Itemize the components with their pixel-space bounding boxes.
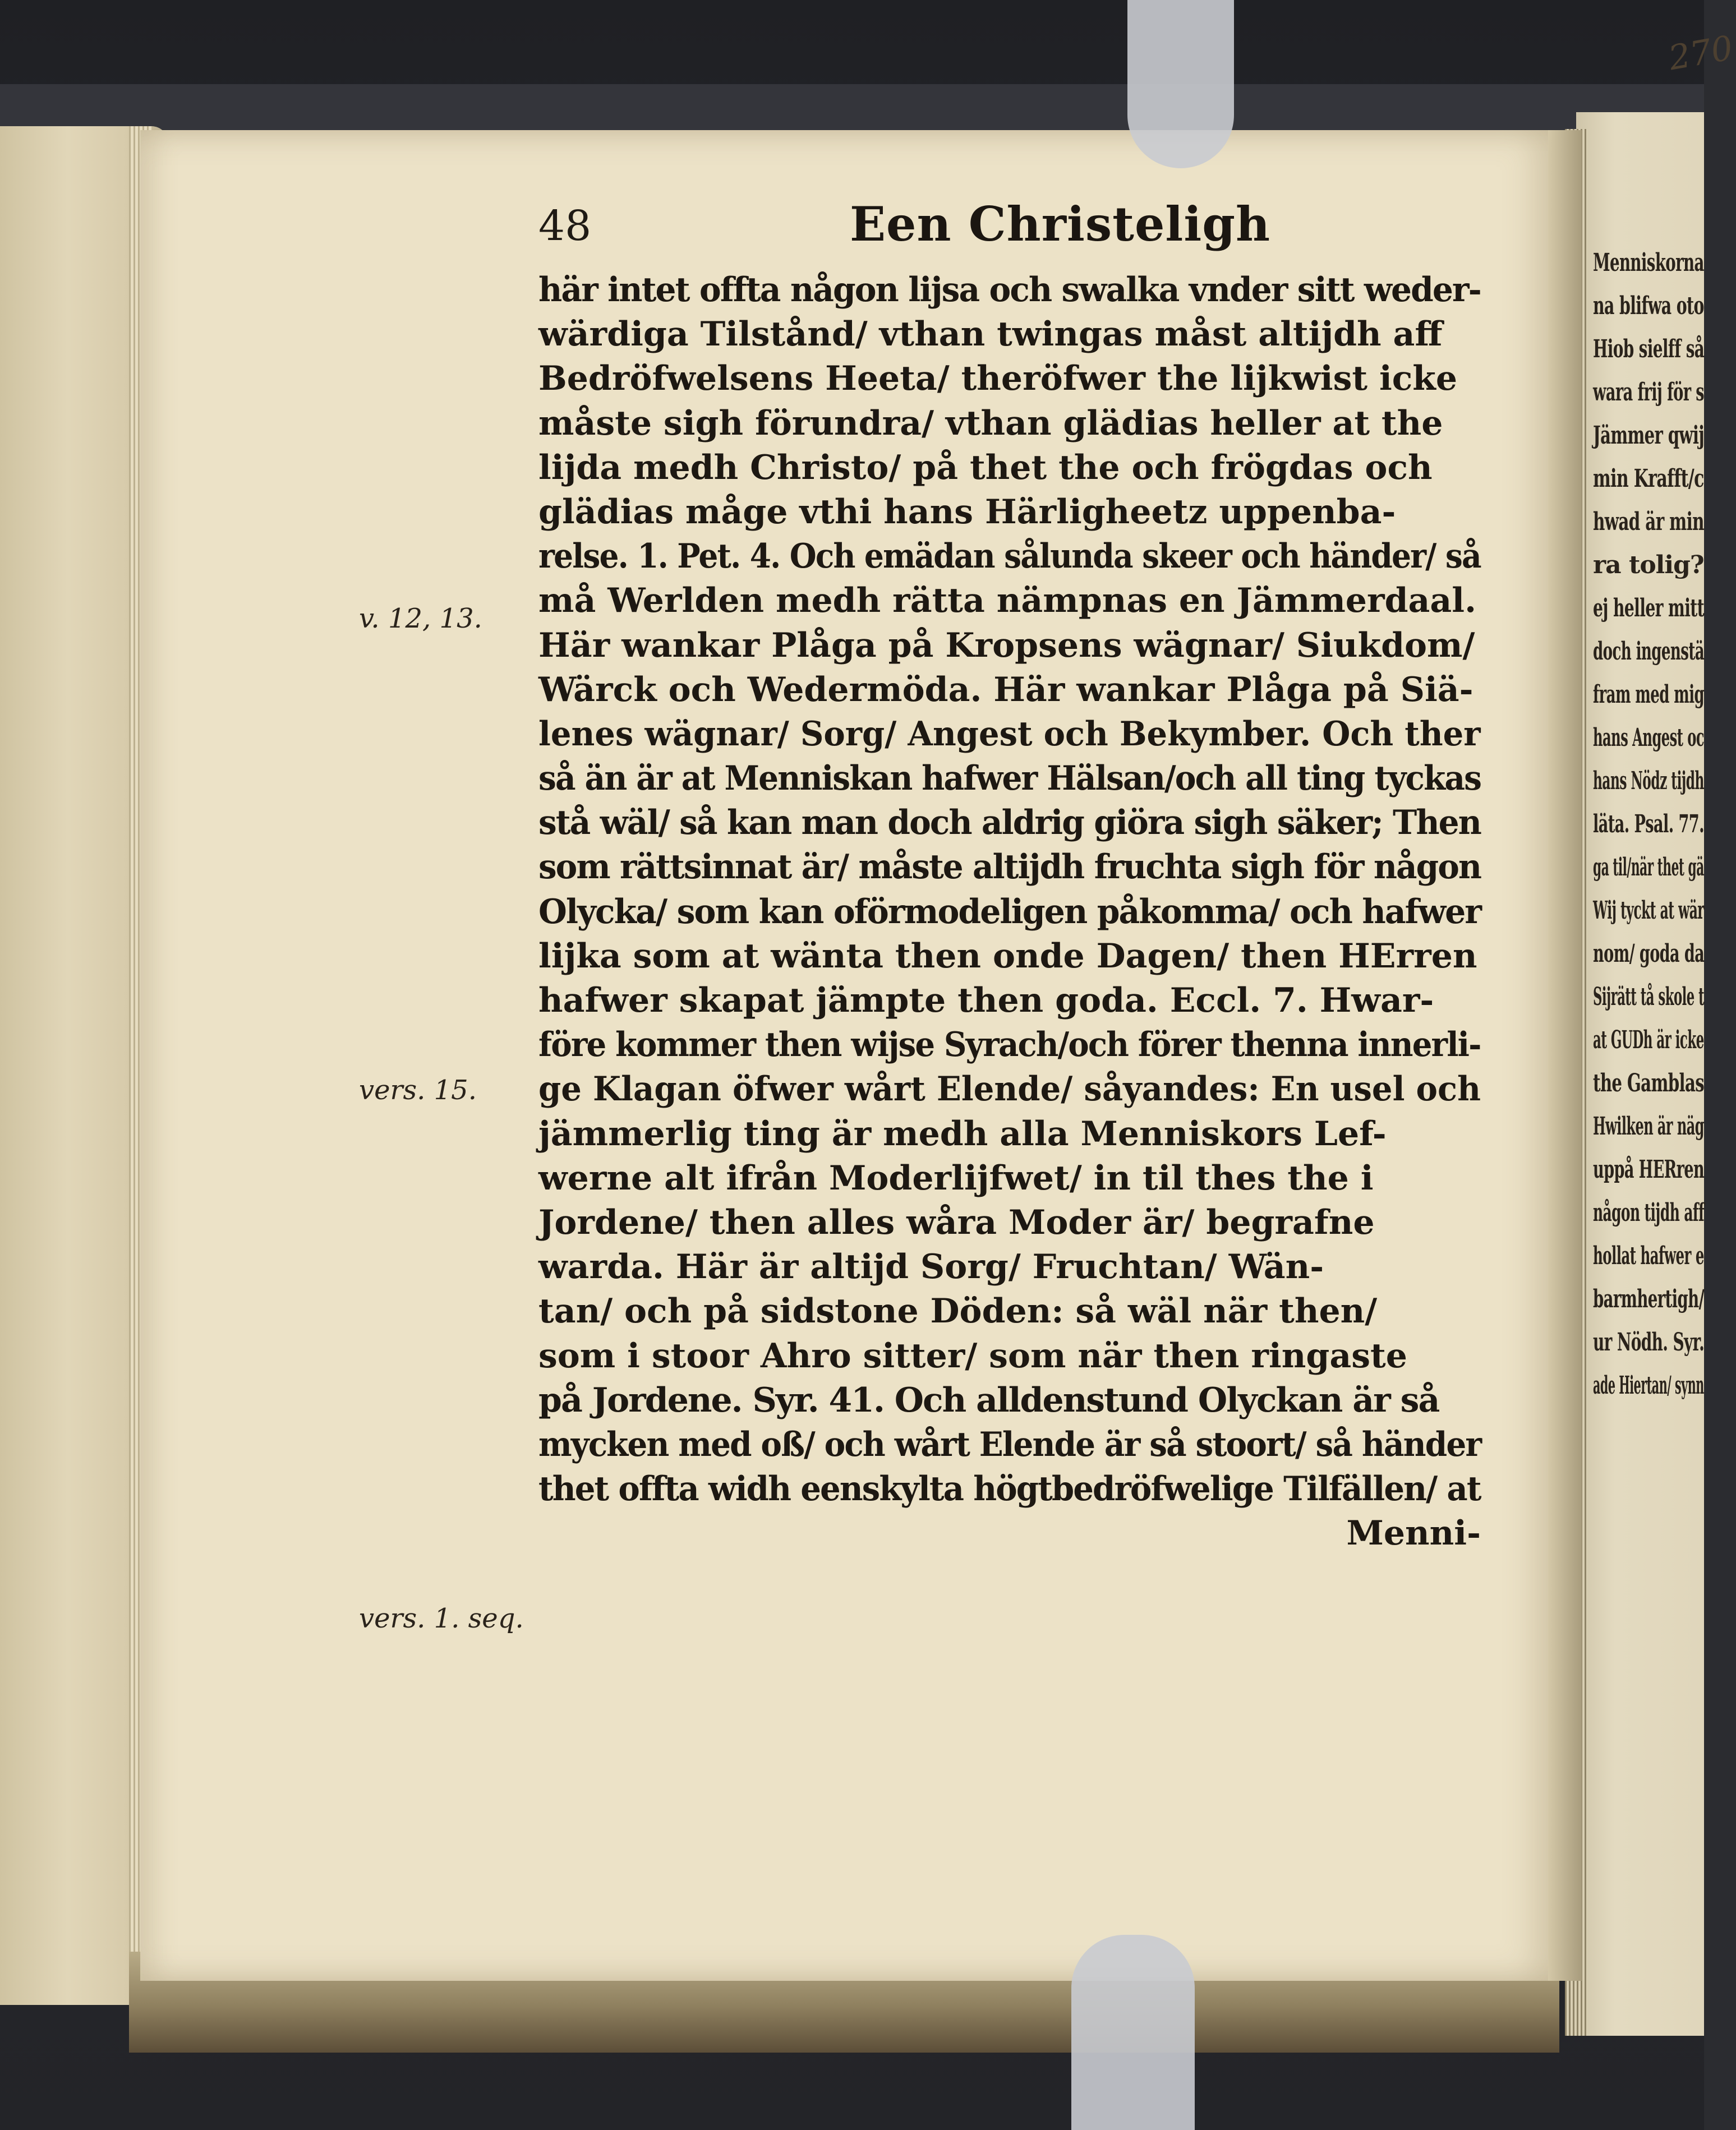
adjacent-line: wara frij för s (1593, 378, 1705, 407)
scanner-clamp-top (1127, 0, 1234, 168)
text-line: jämmerlig ting är medh alla Menniskors Lef- (538, 1114, 1387, 1154)
adjacent-line: Menniskorna (1593, 248, 1704, 277)
text-line: mycken med oß/ och wårt Elende är så stoort/ så händer (538, 1424, 1481, 1464)
margin-note: v. 12, 13. (359, 603, 482, 634)
margin-note: vers. 15. (359, 1075, 477, 1106)
adjacent-line: ade Hiertan/ synn (1593, 1371, 1704, 1400)
text-line: lijka som at wänta then onde Dagen/ then HErren (538, 936, 1477, 976)
text-line: Olycka/ som kan oförmodeligen påkomma/ och hafwer (538, 892, 1481, 932)
adjacent-line: ra tolig? (1593, 551, 1704, 579)
text-line: må Werlden medh rätta nämpnas en Jämmerdaal. (538, 581, 1476, 621)
adjacent-line: Jämmer qwij (1593, 421, 1705, 450)
adjacent-line: ga til/när thet gä (1593, 853, 1704, 882)
adjacent-line: hwad är min (1593, 508, 1704, 536)
text-line: werne alt ifrån Moderlijfwet/ in til thes the i (538, 1158, 1374, 1198)
adjacent-line: hollat hafwer e (1593, 1242, 1704, 1270)
text-line: stå wäl/ så kan man doch aldrig giöra sigh säker; Then (538, 803, 1481, 843)
text-line: Jordene/ then alles wåra Moder är/ begrafne (538, 1202, 1375, 1242)
catchword: Menni- (1346, 1514, 1481, 1553)
running-head (538, 196, 1492, 252)
text-line: före kommer then wijse Syrach/och förer thenna innerli- (538, 1025, 1481, 1065)
body-text (538, 268, 1481, 1556)
text-line: Bedröfwelsens Heeta/ theröfwer the lijkwist icke (538, 359, 1458, 399)
text-line: Wärck och Wedermöda. Här wankar Plåga på Siä- (538, 670, 1473, 709)
adjacent-line: Wij tyckt at wär (1593, 896, 1705, 925)
text-line: Här wankar Plåga på Kropsens wägnar/ Siukdom/ (538, 625, 1475, 665)
adjacent-line: Sijrätt tå skole t (1593, 983, 1705, 1011)
scanner-clamp-bottom (1071, 1935, 1195, 2130)
adjacent-line: fram med mig (1593, 680, 1705, 709)
text-line: som rättsinnat är/ måste altijdh fruchta sigh för någon (538, 847, 1481, 887)
adjacent-line: min Krafft/c (1593, 464, 1704, 493)
adjacent-line: läta. Psal. 77. (1593, 810, 1704, 838)
adjacent-line: barmhertigh/ (1593, 1285, 1705, 1313)
text-line: thet offta widh eenskylta högtbedröfwelige Tilfällen/ at (538, 1469, 1481, 1509)
running-title: Een Christeligh (850, 196, 1271, 252)
text-line: som i stoor Ahro sitter/ som när then ringaste (538, 1336, 1407, 1376)
text-line: här intet offta någon lijsa och swalka vnder sitt weder- (538, 270, 1481, 310)
text-line: ge Klagan öfwer wårt Elende/ såyandes: En usel och (538, 1069, 1481, 1109)
text-line: måste sigh förundra/ vthan glädias heller at the (538, 403, 1443, 443)
adjacent-line: na blifwa oto (1593, 292, 1704, 320)
page-gutter (1548, 130, 1582, 1981)
adjacent-line: Hiob sielff så (1593, 335, 1705, 363)
text-line: wärdiga Tilstånd/ vthan twingas måst altijdh aff (538, 315, 1443, 354)
adjacent-line: någon tijdh aff (1593, 1198, 1705, 1227)
shelfmark: 270 (1665, 28, 1736, 79)
text-line: glädias måge vthi hans Härligheetz uppenba- (538, 492, 1396, 532)
adjacent-line: Hwilken är näg (1593, 1112, 1704, 1141)
adjacent-line: doch ingenstä (1593, 637, 1705, 666)
text-line: hafwer skapat jämpte then goda. Eccl. 7. Hwar- (538, 981, 1434, 1020)
text-line: warda. Här är altijd Sorg/ Fruchtan/ Wän- (538, 1247, 1324, 1287)
adjacent-line: ej heller mitt (1593, 594, 1705, 623)
text-line: relse. 1. Pet. 4. Och emädan sålunda skeer och händer/ så (538, 537, 1481, 577)
page-number: 48 (538, 202, 592, 250)
adjacent-line: uppå HERren (1593, 1155, 1705, 1184)
text-line: tan/ och på sidstone Döden: så wäl när then/ (538, 1292, 1378, 1331)
adjacent-line: at GUDh är icke (1593, 1026, 1704, 1054)
margin-note: vers. 1. seq. (359, 1603, 524, 1634)
adjacent-line: the Gamblas (1593, 1069, 1705, 1098)
text-line: så än är at Menniskan hafwer Hälsan/och all ting tyckas (538, 759, 1481, 799)
adjacent-line: nom/ goda da (1593, 939, 1705, 968)
adjacent-line: ur Nödh. Syr. (1593, 1328, 1705, 1357)
text-line: lenes wägnar/ Sorg/ Angest och Bekymber. Och ther (538, 714, 1481, 754)
text-line: på Jordene. Syr. 41. Och alldenstund Olyckan är så (538, 1380, 1439, 1420)
adjacent-line: hans Angest oc (1593, 723, 1705, 752)
adjacent-line: hans Nödz tijdh (1593, 767, 1704, 795)
text-line: lijda medh Christo/ på thet the och frögdas och (538, 448, 1433, 487)
adjacent-page-text (1593, 241, 1704, 1407)
